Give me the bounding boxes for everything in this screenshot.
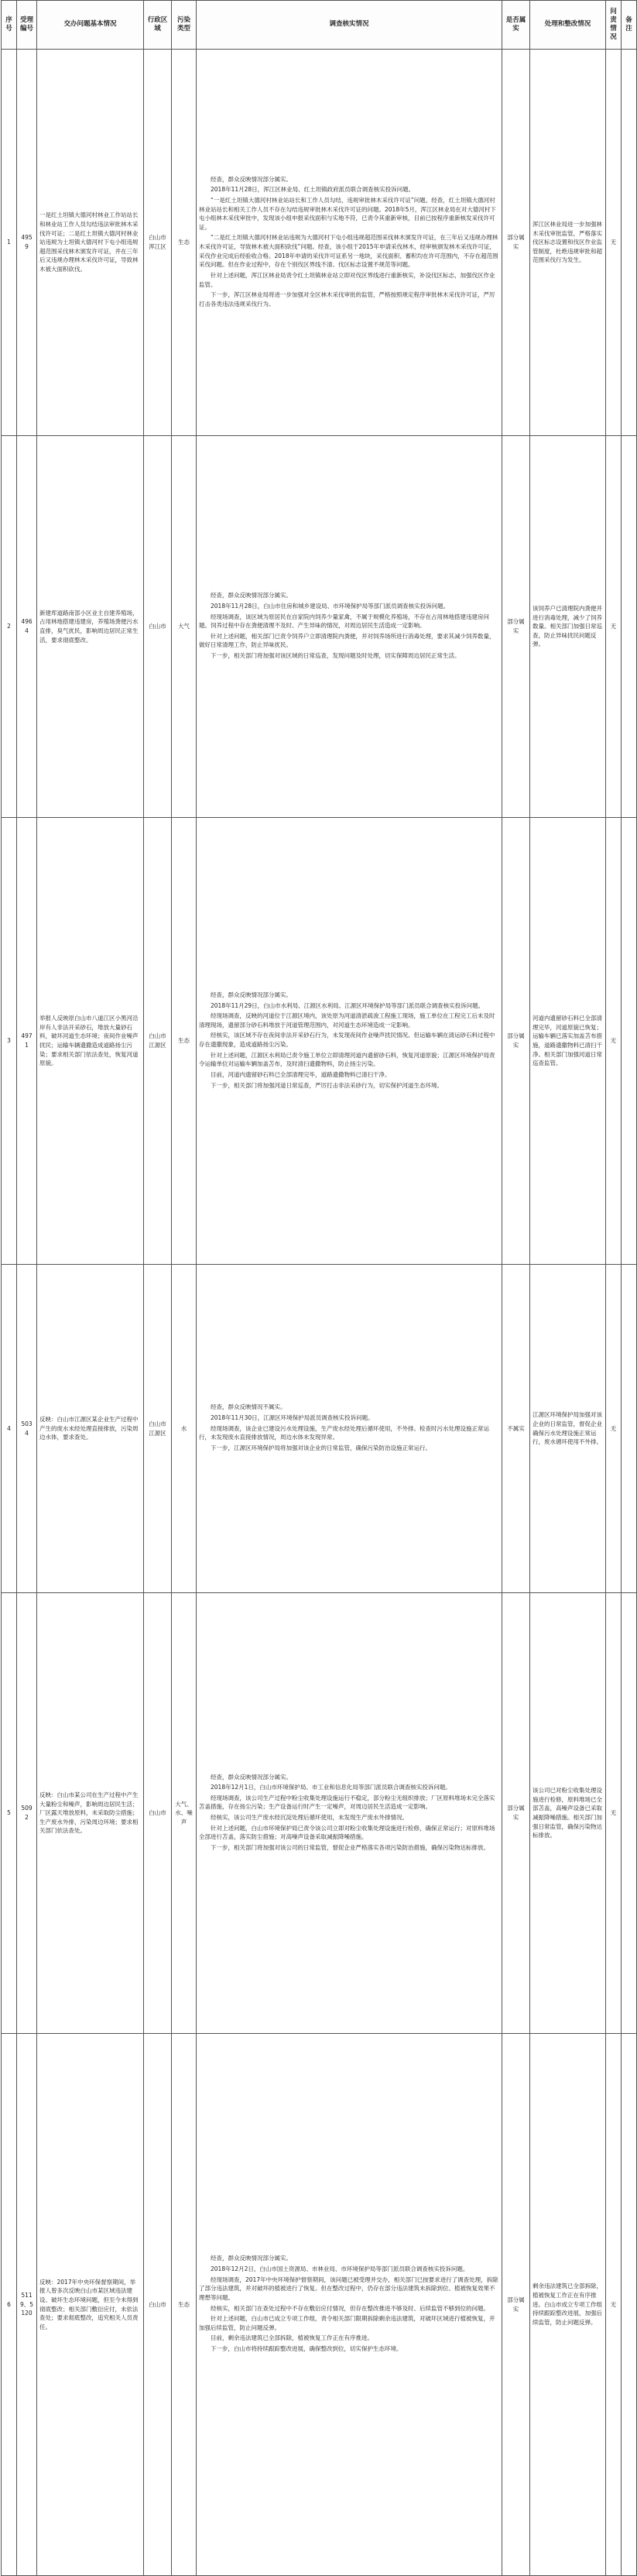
complaint-basic-info: 一是红土坦镇大德河村林业工作站站长和林业站工作人员勾结违法审批林木采伐许可证；二是红土坦镇大德河村林业站违规为土坦镇大德河村下屯小组违规超范围采伐林木颁发许可证，并在三年后又违规办理林木采伐许可证，导致林木被大面积砍伐。 [37,50,144,436]
table-row [2,818,637,1265]
handling-rectification: 浑江区林业局进一步加强林木采伐审批监管，严格落实伐区标志设置和伐区作业监管制度，杜绝违规审批和超范围采伐行为发生。 [530,50,606,436]
is-fact: 部分属实 [502,818,530,1265]
administrative-area: 白山市 [144,1593,172,2034]
investigation-details [197,436,502,818]
table-body [2,50,637,2576]
investigation-paragraph: 2018年11月28日，白山市住房和城乡建设局、市环境保护局等部门派员调查核实投诉问题。 [211,602,450,610]
table-row [2,50,637,436]
administrative-area: 白山市江源区 [144,1265,172,1593]
investigation-details [197,50,502,436]
investigation-paragraph: 下一步，江源区环境保护局将加强对该企业的日常监管，确保污染防治设施正常运行。 [211,1444,431,1451]
investigation-paragraph: 经查，群众反映情况部分属实。 [211,592,292,599]
table-row [2,2034,637,2576]
investigation-paragraph: 针对上述问题，浑江区林业局责令红土坦镇林业站立即对伐区界线进行重新核实，补设伐区标志，加强伐区作业监管。 [199,271,495,288]
investigation-paragraph: 2018年11月28日，浑江区林业局、红土坦镇政府派员联合调查核实投诉问题。 [211,186,415,194]
accountability: 无 [606,436,622,818]
handling-rectification: 河道内遗留砂石料已全部清理完毕，河道原貌已恢复；运输车辆已落实加盖苫布措施，道路遗撒物料已清扫干净。相关部门加强河道日常巡查监管。 [530,818,606,1265]
pollution-type: 大气 [172,436,197,818]
header-no: 序号 [2,1,17,50]
administrative-area: 白山市江源区 [144,818,172,1265]
investigation-paragraph: 下一步，相关部门将加强对该公司的日常监管，督促企业严格落实各项污染防治措施，确保污染物达标排放。 [211,1843,489,1851]
header-basic: 交办问题基本情况 [37,1,144,50]
header-area: 行政区域 [144,1,172,50]
investigation-paragraph: 经现场调查，2017年中央环境保护督察期间，该问题已被受理并交办，相关部门已按要求进行了调查处理，拆除了部分违法建筑，并对破坏的植被进行了恢复。但在整改过程中，仍存在部分违法建筑未拆除到位、植被恢复效果不理想等问题。 [199,2275,498,2301]
row-number: 4 [2,1265,17,1593]
table-row [2,1265,637,1593]
investigation-paragraph: 经查，群众反映情况部分属实。 [211,2255,292,2262]
table-header-row [2,1,637,50]
accountability: 无 [606,1265,622,1593]
complaint-id: 5034 [17,1265,37,1593]
remarks [622,1593,637,2034]
table-row [2,1593,637,2034]
investigation-paragraph: 经现场调查，该区域为原居民在自家院内饲养少量家禽，不属于规模化养殖场，不存在占用林地搭建违建房问题。饲养过程中存在粪便清理不及时、产生异味的情况，对周边居民生活造成一定影响。 [199,613,489,630]
remarks [622,436,637,818]
header-type: 污染类型 [172,1,197,50]
investigation-paragraph: 目前，剩余违法建筑已全部拆除，植被恢复工作正在有序推进。 [211,2334,373,2342]
investigation-paragraph: 针对上述问题，江源区水利局已责令施工单位立即清理河道内遗留砂石料，恢复河道原貌；江源区环境保护局责令运输单位对运输车辆加盖苫布，及时清扫遗撒物料，防止扬尘污染。 [199,1051,495,1068]
complaint-basic-info: 反映：白山市江源区某企业生产过程中产生的废水未经处理直接排放，污染周边水体，要求查处。 [37,1265,144,1593]
accountability: 无 [606,818,622,1265]
is-fact: 不属实 [502,1265,530,1593]
investigation-paragraph: 2018年12月2日，白山市国土资源局、市林业局、市环境保护局等部门派员联合调查核实投诉问题。 [211,2265,469,2272]
administrative-area: 白山市 [144,2034,172,2576]
pollution-type: 大气、水、噪声 [172,1593,197,2034]
investigation-paragraph: 经现场调查，该企业已建设污水处理设施，生产废水经处理后循环使用，不外排。检查时污水处理设施正常运行，未发现废水直接排放情况，周边水体未发现异常。 [199,1424,489,1441]
handling-rectification: 该饲养户已清理院内粪便并进行消毒处理，减少了饲养数量。相关部门加强日常巡查，防止异味扰民问题反弹。 [530,436,606,818]
investigation-paragraph: 经查，群众反映情况部分属实。 [211,175,292,183]
administrative-area: 白山市 [144,436,172,818]
investigation-details [197,1265,502,1593]
row-number: 2 [2,436,17,818]
investigation-paragraph: 针对上述问题，白山市环境保护局已责令该公司立即对粉尘收集处理设施进行检修，确保正常运行；对原料堆场全部进行苫盖，落实防尘措施；对高噪声设备采取减振降噪措施。 [199,1824,495,1841]
row-number: 6 [2,2034,17,2576]
is-fact: 部分属实 [502,1593,530,2034]
investigation-details [197,818,502,1265]
complaint-report-table [1,0,637,2576]
header-accountability: 问责情况 [606,1,622,50]
complaint-id: 5092 [17,1593,37,2034]
investigation-paragraph: 经查，群众反映情况不属实。 [211,1403,286,1411]
row-number: 3 [2,818,17,1265]
investigation-paragraph: 2018年11月30日，江源区环境保护局派员调查核实投诉问题。 [211,1414,374,1422]
accountability: 无 [606,2034,622,2576]
complaint-id: 4971 [17,818,37,1265]
investigation-paragraph: 经查，群众反映情况部分属实。 [211,1773,292,1781]
pollution-type: 生态 [172,50,197,436]
investigation-paragraph: 2018年11月29日，白山市水利局、江源区水利局、江源区环境保护局等部门派员联合调查核实投诉问题。 [211,1001,485,1009]
investigation-paragraph: 下一步，相关部门将加强对该区域的日常巡查，发现问题及时处理，切实保障周边居民正常生活。 [211,652,461,660]
header-id: 受理编号 [17,1,37,50]
investigation-details [197,2034,502,2576]
remarks [622,818,637,1265]
investigation-paragraph: 经核实，相关部门在查处过程中不存在敷衍应付情况，但存在整改推进不够及时、后续监管不够到位的问题。 [211,2304,489,2312]
complaint-basic-info: 举报人反映原白山市八道江区小黑河沿岸有人非法开采砂石，堆放大量砂石料，破坏河道生态环境；夜间作业噪声扰民；运输车辆遗撒造成道路扬尘污染；要求相关部门依法查处，恢复河道原貌。 [37,818,144,1265]
investigation-paragraph: 经查，群众反映情况部分属实。 [211,991,292,998]
investigation-paragraph: 经核实，该区域不存在夜间非法开采砂石行为，未发现夜间作业噪声扰民情况。但运输车辆在清运砂石料过程中存在遗撒现象，造成道路扬尘污染。 [199,1032,495,1048]
investigation-paragraph: 目前，河道内遗留砂石料已全部清理完毕，道路遗撒物料已清扫干净。 [211,1070,391,1078]
header-investigation: 调查核实情况 [197,1,502,50]
pollution-type: 生态 [172,2034,197,2576]
row-number: 1 [2,50,17,436]
administrative-area: 白山市浑江区 [144,50,172,436]
handling-rectification: 该公司已对粉尘收集处理设施进行检修，原料堆场已全部苫盖，高噪声设备已采取减振降噪措施。相关部门加强日常监管，确保污染物达标排放。 [530,1593,606,2034]
investigation-paragraph: 经核实，该公司生产废水经沉淀处理后循环使用，未发现生产废水外排情况。 [211,1814,408,1821]
remarks [622,50,637,436]
pollution-type: 水 [172,1265,197,1593]
handling-rectification: 剩余违法建筑已全部拆除，植被恢复工作正在有序推进。白山市成立专项工作组持续跟踪整改进展，加强后续监管，防止问题反弹。 [530,2034,606,2576]
investigation-paragraph: 针对上述问题，白山市已成立专项工作组，责令相关部门限期拆除剩余违法建筑，对破坏区域进行植被恢复，并加强后续监管，防止问题反弹。 [199,2315,495,2331]
header-note: 备注 [622,1,637,50]
investigation-paragraph: “二是红土坦镇大德河村林业站违规为大德河村下屯小组违规超范围采伐林木颁发许可证，在三年后又违规办理林木采伐许可证，导致林木被大面积砍伐”问题。经查，该小组于2015年申请采伐林木，经审核颁发林木采伐许可证，采伐作业完成后经验收合格。2018年申请的采伐许可证系另一地块，采伐面积、蓄积均在许可范围内，不存在超范围采伐问题。但在作业过程中，存在个别伐区界线不清、伐区标志设置不规范等问题。 [199,234,498,269]
investigation-paragraph: 经现场调查，反映的河道位于江源区境内，该处原为河道清淤疏浚工程施工现场，施工单位在工程完工后未及时清理现场，遗留部分砂石料堆放于河道管理范围内，对河道生态环境造成一定影响。 [199,1012,495,1029]
investigation-paragraph: 下一步，白山市将持续跟踪整改进展，确保整改到位，切实保护生态环境。 [211,2345,402,2352]
investigation-paragraph: 下一步，相关部门将加强河道日常巡查，严厉打击非法采砂行为，切实保护河道生态环境。 [211,1081,443,1089]
accountability: 无 [606,1593,622,2034]
investigation-paragraph: 2018年12月1日，白山市环境保护局、市工业和信息化局等部门派员联合调查核实投诉问题。 [211,1784,451,1791]
row-number: 5 [2,1593,17,2034]
pollution-type: 生态 [172,818,197,1265]
handling-rectification: 江源区环境保护局加强对该企业的日常监管，督促企业确保污水处理设施正常运行，废水循环使用不外排。 [530,1265,606,1593]
is-fact: 部分属实 [502,50,530,436]
complaint-id: 4964 [17,436,37,818]
investigation-details [197,1593,502,2034]
investigation-paragraph: 下一步，浑江区林业局将进一步加强对全区林木采伐审批的监管，严格按照规定程序审批林木采伐许可证，严厉打击各类违法违规采伐行为。 [199,291,495,307]
investigation-paragraph: 经现场调查，该公司生产过程中粉尘收集处理设施运行不稳定，部分粉尘无组织排放；厂区原料堆场未完全落实苫盖措施，存在扬尘污染；生产设备运行时产生一定噪声，对周边居民生活造成一定影响。 [199,1794,495,1811]
is-fact: 部分属实 [502,436,530,818]
accountability: 无 [606,50,622,436]
remarks [622,1265,637,1593]
header-handle: 处理和整改情况 [530,1,606,50]
complaint-basic-info: 反映：白山市某公司在生产过程中产生大量粉尘和噪声，影响周边居民生活；厂区露天堆放原料，未采取防尘措施；生产废水外排，污染周边环境；要求相关部门依法查处。 [37,1593,144,2034]
investigation-paragraph: 针对上述问题，相关部门已责令饲养户立即清理院内粪便，并对饲养场所进行消毒处理，要求其减少饲养数量，做好日常清理工作，防止异味扰民。 [199,632,495,649]
is-fact: 部分属实 [502,2034,530,2576]
complaint-basic-info: 反映：2017年中央环保督察期间，举报人曾多次反映白山市某区域违法建设、破坏生态环境问题，但至今未得到彻底整改；相关部门敷衍应付，未依法查处；要求彻底整改，追究相关人员责任。 [37,2034,144,2576]
complaint-id: 4959 [17,50,37,436]
remarks [622,2034,637,2576]
complaint-id: 5119、5120 [17,2034,37,2576]
investigation-paragraph: “一是红土坦镇大德河村林业站站长和工作人员勾结，违规审批林木采伐许可证”问题。经查，红土坦镇大德河村林业站站长和相关工作人员不存在勾结违规审批林木采伐许可证的问题。2018年5月，浑江区林业局在对大德河村下屯小组林木采伐审批中，发现该小组申报采伐面积与实地不符，已责令其重新审核，目前已按程序重新核发采伐许可证。 [199,196,496,231]
complaint-basic-info: 新建库道路南部小区业主自建养殖场，占用林地搭建违建房，养殖场粪便污水直排，臭气扰民，影响周边居民正常生活，要求彻底整改。 [37,436,144,818]
header-fact: 是否属实 [502,1,530,50]
table-row [2,436,637,818]
